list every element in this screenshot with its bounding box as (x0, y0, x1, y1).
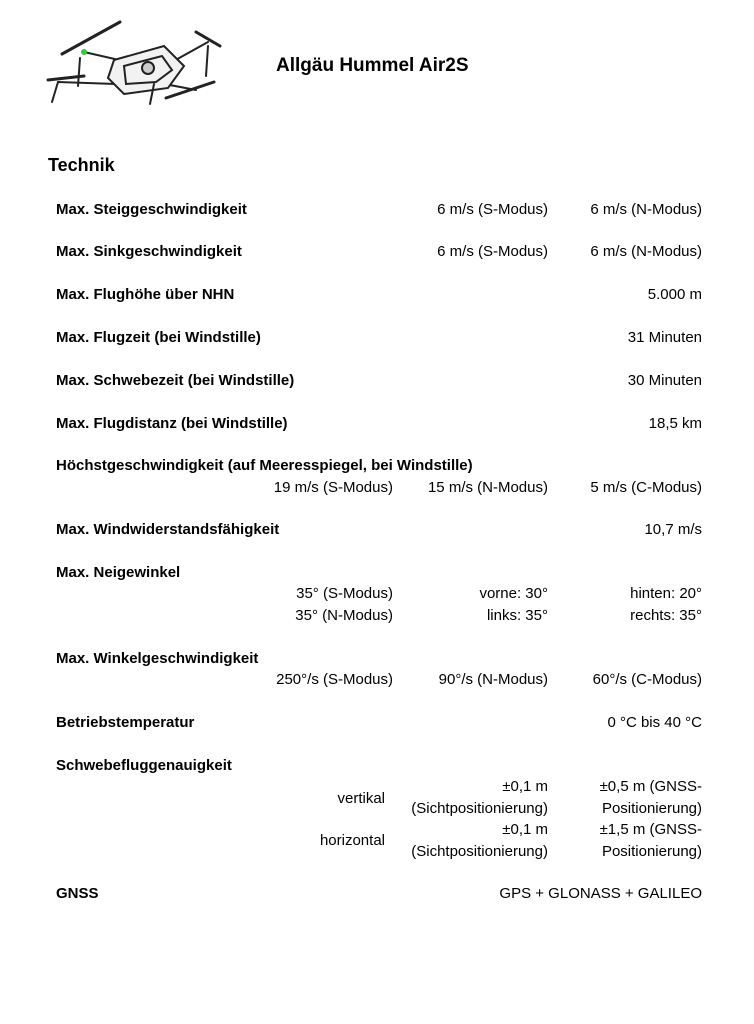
spec-label-winkel: Max. Winkelgeschwindigkeit (56, 650, 259, 667)
spec-value-temp: 0 °C bis 40 °C (607, 714, 702, 731)
spec-label-hoehe: Max. Flughöhe über NHN (56, 286, 235, 303)
spec-value-wind: 10,7 m/s (644, 521, 702, 538)
schwebe-horizontal-gnss-value: ±1,5 m (GNSS- (599, 821, 702, 838)
spec-label-gnss: GNSS (56, 885, 99, 902)
spec-value-flugzeit: 31 Minuten (627, 329, 702, 346)
schwebe-vertikal-sicht-value: ±0,1 m (502, 778, 548, 795)
spec-label-neige: Max. Neigewinkel (56, 564, 181, 581)
spec-label-flugzeit: Max. Flugzeit (bei Windstille) (56, 329, 261, 346)
spec-value-neige-hinten: hinten: 20° (630, 585, 702, 602)
spec-value-neige-links: links: 35° (486, 607, 548, 624)
spec-value-neige-s: 35° (S-Modus) (296, 585, 393, 602)
spec-value-neige-rechts: rechts: 35° (630, 607, 702, 624)
spec-value-neige-n: 35° (N-Modus) (295, 607, 393, 624)
schwebe-horizontal-gnss-note: Positionierung) (601, 843, 702, 860)
spec-value-steig-n: 6 m/s (N-Modus) (590, 201, 702, 218)
schwebe-horizontal-label: horizontal (319, 832, 385, 849)
section-title: Technik (48, 155, 115, 175)
spec-value-hoechst-c: 5 m/s (C-Modus) (590, 479, 702, 496)
spec-label-schwebezeit: Max. Schwebezeit (bei Windstille) (56, 372, 295, 389)
spec-label-temp: Betriebstemperatur (56, 714, 195, 731)
spec-label-schwebe: Schwebefluggenauigkeit (56, 757, 232, 774)
spec-label-sink: Max. Sinkgeschwindigkeit (56, 243, 242, 260)
spec-value-schwebezeit: 30 Minuten (627, 372, 702, 389)
schwebe-vertikal-label: vertikal (337, 790, 385, 807)
spec-value-winkel-n: 90°/s (N-Modus) (438, 671, 548, 688)
schwebe-vertikal-gnss-value: ±0,5 m (GNSS- (599, 778, 702, 795)
spec-value-winkel-c: 60°/s (C-Modus) (592, 671, 702, 688)
spec-value-hoechst-s: 19 m/s (S-Modus) (273, 479, 393, 496)
spec-value-sink-s: 6 m/s (S-Modus) (437, 243, 548, 260)
schwebe-vertikal-gnss-note: Positionierung) (601, 800, 702, 817)
spec-value-steig-s: 6 m/s (S-Modus) (437, 201, 548, 218)
schwebe-vertikal-sicht-note: (Sichtpositionierung) (411, 800, 548, 817)
spec-value-hoechst-n: 15 m/s (N-Modus) (427, 479, 548, 496)
spec-label-steig: Max. Steiggeschwindigkeit (56, 201, 247, 218)
spec-value-sink-n: 6 m/s (N-Modus) (590, 243, 702, 260)
spec-value-neige-vorne: vorne: 30° (479, 585, 548, 602)
spec-value-winkel-s: 250°/s (S-Modus) (276, 671, 393, 688)
page-title: Allgäu Hummel Air2S (276, 55, 469, 76)
spec-value-hoehe: 5.000 m (647, 286, 702, 303)
spec-value-distanz: 18,5 km (648, 415, 702, 432)
spec-value-gnss: GPS + GLONASS + GALILEO (499, 885, 702, 902)
spec-label-hoechst: Höchstgeschwindigkeit (auf Meeresspiegel, bei Windstille) (56, 457, 473, 474)
drone-icon (44, 16, 224, 108)
spec-label-wind: Max. Windwiderstandsfähigkeit (56, 521, 280, 538)
schwebe-horizontal-sicht-value: ±0,1 m (502, 821, 548, 838)
schwebe-horizontal-sicht-note: (Sichtpositionierung) (411, 843, 548, 860)
spec-label-distanz: Max. Flugdistanz (bei Windstille) (56, 415, 288, 432)
